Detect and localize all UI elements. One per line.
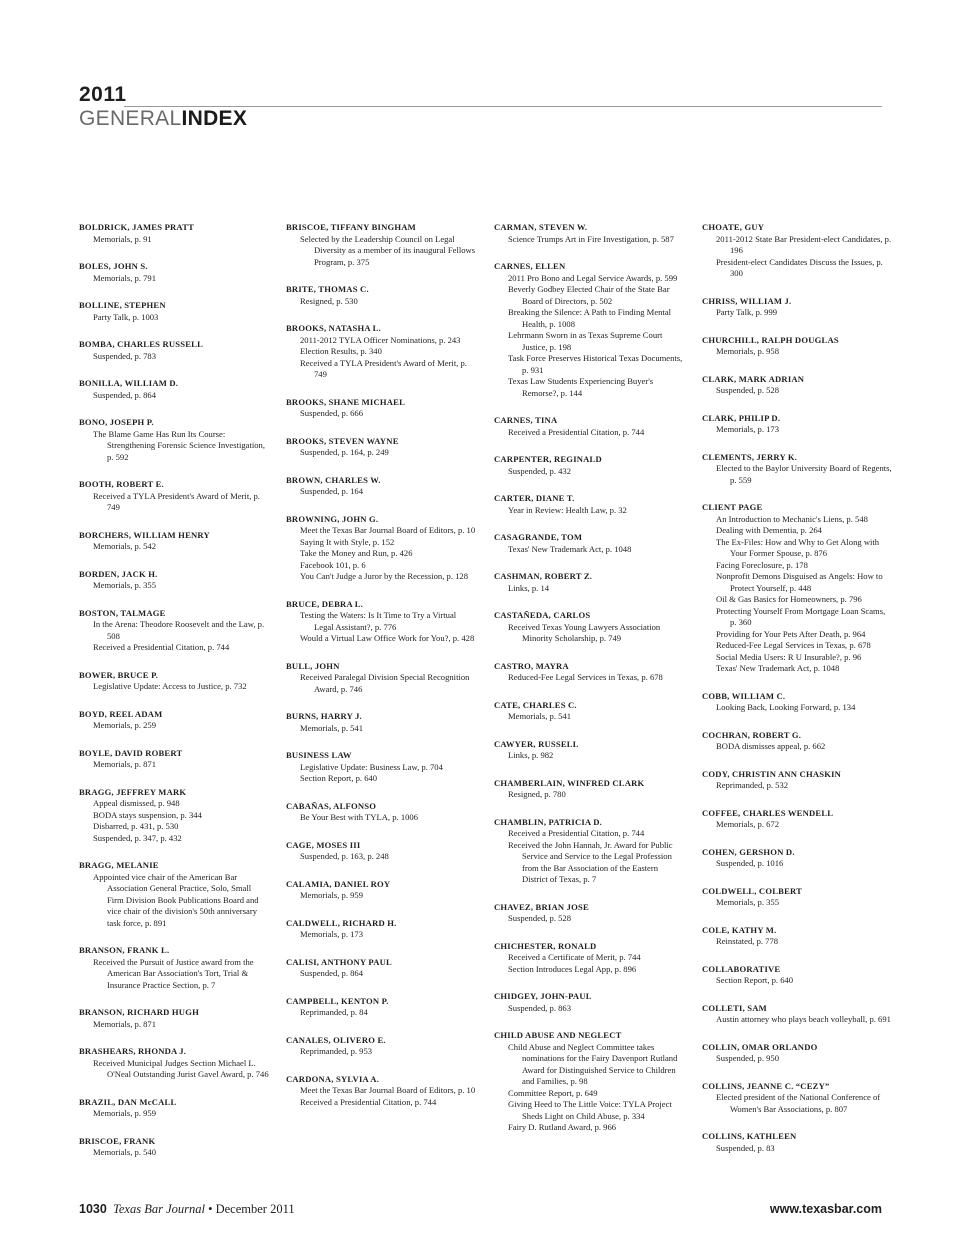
entry-reference: Received Municipal Judges Section Michael L. O'Neal Outstanding Jurist Gavel Award, p. 746 bbox=[93, 1057, 269, 1079]
entry-reference: The Blame Game Has Run Its Course: Strengthening Forensic Science Investigation, p. 592 bbox=[93, 428, 265, 462]
entry-name: CLARK, MARK ADRIAN bbox=[702, 373, 805, 384]
entry-name: BRASHEARS, RHONDA J. bbox=[79, 1046, 187, 1056]
index-entry bbox=[286, 397, 476, 420]
entry-name: BRAGG, JEFFREY MARK bbox=[79, 786, 187, 797]
entry-name: BRAGG, MELANIE bbox=[79, 860, 159, 870]
index-entry bbox=[79, 1136, 269, 1159]
entry-name: COCHRAN, ROBERT G. bbox=[702, 729, 802, 740]
index-entry bbox=[494, 778, 684, 801]
entry-reference: Reinstated, p. 778 bbox=[716, 936, 779, 946]
entry-reference: Section Report, p. 640 bbox=[716, 975, 794, 985]
entry-name: BOMBA, CHARLES RUSSELL bbox=[79, 339, 204, 349]
entry-name: CHRISS, WILLIAM J. bbox=[702, 295, 792, 306]
entry-reference: Memorials, p. 173 bbox=[716, 424, 780, 434]
index-entry bbox=[702, 222, 892, 280]
entry-name: BROOKS, SHANE MICHAEL bbox=[286, 396, 406, 407]
entry-reference: Reduced-Fee Legal Services in Texas, p. 678 bbox=[508, 672, 663, 682]
entry-reference: Memorials, p. 355 bbox=[716, 897, 780, 907]
entry-name: CHURCHILL, RALPH DOUGLAS bbox=[702, 334, 839, 345]
entry-reference: Suspended, p. 666 bbox=[300, 408, 364, 418]
index-entry bbox=[79, 670, 269, 693]
entry-name: COLDWELL, COLBERT bbox=[702, 885, 803, 896]
entry-reference: Legislative Update: Business Law, p. 704 bbox=[300, 761, 443, 772]
website-link[interactable]: www.texasbar.com bbox=[769, 1202, 882, 1216]
entry-reference: Memorials, p. 871 bbox=[93, 1018, 157, 1029]
index-entry bbox=[494, 700, 684, 723]
entry-reference: Memorials, p. 672 bbox=[716, 819, 780, 829]
entry-reference: Lehrmann Sworn in as Texas Supreme Court Justice, p. 198 bbox=[508, 330, 663, 352]
entry-reference: Election Results, p. 340 bbox=[300, 346, 382, 356]
index-column-1 bbox=[79, 222, 269, 1175]
index-entry bbox=[702, 769, 892, 792]
index-entry bbox=[286, 879, 476, 902]
index-entry bbox=[286, 599, 476, 645]
issue-date: December 2011 bbox=[215, 1202, 295, 1216]
entry-reference: Memorials, p. 871 bbox=[93, 759, 157, 769]
title-index: INDEX bbox=[181, 107, 248, 130]
entry-reference: Providing for Your Pets After Death, p. 964 bbox=[716, 628, 866, 639]
entry-name: BRANSON, FRANK L. bbox=[79, 945, 170, 955]
entry-name: BOLDRICK, JAMES PRATT bbox=[79, 222, 195, 232]
journal-name: Texas Bar Journal bbox=[113, 1202, 205, 1216]
entry-reference: Suspended, p. 1016 bbox=[716, 858, 784, 868]
entry-reference: Memorials, p. 542 bbox=[93, 541, 157, 551]
entry-reference: Received a TYLA President's Award of Merit, p. 749 bbox=[300, 357, 467, 379]
index-entry bbox=[286, 801, 476, 824]
index-entry bbox=[79, 748, 269, 771]
entry-name: COLLETI, SAM bbox=[702, 1002, 767, 1013]
index-entry bbox=[79, 530, 269, 553]
index-entry bbox=[494, 1030, 684, 1134]
entry-name: CHOATE, GUY bbox=[702, 222, 765, 232]
index-entry bbox=[286, 323, 476, 381]
entry-name: BRISCOE, TIFFANY BINGHAM bbox=[286, 222, 416, 232]
index-column-2 bbox=[286, 222, 476, 1124]
header-year: 2011 bbox=[79, 83, 127, 106]
entry-reference: Memorials, p. 959 bbox=[93, 1108, 157, 1118]
entry-reference: Received a Presidential Citation, p. 744 bbox=[93, 642, 230, 652]
entry-name: BURNS, HARRY J. bbox=[286, 711, 362, 721]
entry-reference: Reprimanded, p. 84 bbox=[300, 1007, 368, 1017]
index-entry bbox=[494, 991, 684, 1014]
entry-reference: Facebook 101, p. 6 bbox=[300, 559, 366, 570]
index-entry bbox=[286, 222, 476, 268]
entry-reference: Beverly Godbey Elected Chair of the State Bar Board of Directors, p. 502 bbox=[508, 284, 670, 306]
entry-name: CHAMBLIN, PATRICIA D. bbox=[494, 816, 602, 827]
entry-reference: Received a Presidential Citation, p. 744 bbox=[300, 1096, 437, 1107]
entry-reference: Suspended, p. 528 bbox=[716, 385, 780, 395]
entry-reference: Party Talk, p. 999 bbox=[716, 307, 778, 317]
entry-reference: Testing the Waters: Is It Time to Try a Virtual Legal Assistant?, p. 776 bbox=[300, 610, 457, 632]
entry-reference: Memorials, p. 541 bbox=[508, 711, 572, 721]
entry-reference: Memorials, p. 540 bbox=[93, 1147, 157, 1157]
entry-name: BRISCOE, FRANK bbox=[79, 1135, 156, 1146]
index-column-4 bbox=[702, 222, 892, 1170]
entry-name: CARNES, TINA bbox=[494, 415, 558, 425]
entry-name: BONILLA, WILLIAM D. bbox=[79, 378, 179, 388]
entry-name: CARNES, ELLEN bbox=[494, 261, 566, 271]
entry-reference: Would a Virtual Law Office Work for You?, p. 428 bbox=[300, 633, 475, 643]
entry-reference: Meet the Texas Bar Journal Board of Editors, p. 10 bbox=[300, 1085, 476, 1095]
entry-reference: Legislative Update: Access to Justice, p. 732 bbox=[93, 681, 247, 691]
entry-name: CABAÑAS, ALFONSO bbox=[286, 800, 377, 811]
index-entry bbox=[286, 711, 476, 734]
entry-reference: Party Talk, p. 1003 bbox=[93, 311, 159, 322]
entry-reference: Suspended, p. 164, p. 249 bbox=[300, 447, 389, 457]
entry-reference: President-elect Candidates Discuss the Issues, p. 300 bbox=[716, 256, 883, 278]
entry-reference: Giving Heed to The Little Voice: TYLA Project Sheds Light on Child Abuse, p. 334 bbox=[508, 1099, 672, 1121]
entry-reference: Meet the Texas Bar Journal Board of Editors, p. 10 bbox=[300, 525, 476, 535]
entry-name: BOYD, REEL ADAM bbox=[79, 708, 163, 719]
entry-name: COLE, KATHY M. bbox=[702, 924, 777, 935]
entry-reference: Received Paralegal Division Special Recognition Award, p. 746 bbox=[300, 672, 470, 694]
entry-reference: Suspended, p. 950 bbox=[716, 1053, 780, 1063]
index-entry bbox=[286, 750, 476, 785]
index-entry bbox=[494, 261, 684, 399]
entry-reference: Memorials, p. 958 bbox=[716, 346, 780, 356]
entry-name: BRAZIL, DAN McCALL bbox=[79, 1096, 177, 1107]
entry-reference: Links, p. 982 bbox=[508, 750, 554, 760]
entry-name: CHAVEZ, BRIAN JOSE bbox=[494, 901, 589, 912]
entry-reference: Memorials, p. 91 bbox=[93, 233, 152, 244]
index-entry bbox=[79, 339, 269, 362]
index-entry bbox=[286, 661, 476, 696]
entry-name: CLIENT PAGE bbox=[702, 502, 763, 512]
index-entry bbox=[702, 925, 892, 948]
entry-reference: Memorials, p. 259 bbox=[93, 720, 157, 730]
entry-name: COBB, WILLIAM C. bbox=[702, 690, 786, 701]
entry-reference: Looking Back, Looking Forward, p. 134 bbox=[716, 702, 856, 712]
entry-reference: Task Force Preserves Historical Texas Documents, p. 931 bbox=[508, 353, 683, 375]
entry-name: BORDEN, JACK H. bbox=[79, 568, 158, 579]
entry-reference: Reprimanded, p. 953 bbox=[300, 1046, 373, 1056]
entry-reference: Received a TYLA President's Award of Merit, p. 749 bbox=[93, 490, 260, 512]
entry-reference: BODA dismisses appeal, p. 662 bbox=[716, 741, 826, 751]
entry-name: CAMPBELL, KENTON P. bbox=[286, 995, 389, 1006]
index-column-3 bbox=[494, 222, 684, 1150]
entry-reference: Received the John Hannah, Jr. Award for Public Service and Service to the Legal Profession from the Bar Association of the Eastern District of Texas, p. 7 bbox=[508, 839, 673, 884]
entry-name: BOWER, BRUCE P. bbox=[79, 669, 159, 680]
entry-reference: Received a Presidential Citation, p. 744 bbox=[508, 426, 645, 437]
entry-name: BROOKS, NATASHA L. bbox=[286, 323, 381, 333]
entry-reference: Reduced-Fee Legal Services in Texas, p. 678 bbox=[716, 640, 871, 650]
entry-reference: Suspended, p. 864 bbox=[300, 968, 364, 978]
index-entry bbox=[494, 493, 684, 516]
entry-reference: Suspended, p. 863 bbox=[508, 1002, 572, 1013]
entry-reference: Elected president of the National Conference of Women's Bar Associations, p. 807 bbox=[716, 1092, 881, 1114]
entry-reference: Memorials, p. 959 bbox=[300, 890, 364, 900]
entry-reference: Elected to the Baylor University Board of Regents, p. 559 bbox=[716, 463, 892, 485]
entry-reference: Suspended, p. 528 bbox=[508, 913, 572, 923]
entry-name: COHEN, GERSHON D. bbox=[702, 846, 795, 857]
entry-reference: Fairy D. Rutland Award, p. 966 bbox=[508, 1122, 617, 1132]
index-entry bbox=[286, 918, 476, 941]
entry-reference: Received Texas Young Lawyers Association Minority Scholarship, p. 749 bbox=[508, 621, 661, 643]
index-entry bbox=[286, 284, 476, 307]
entry-name: BOYLE, DAVID ROBERT bbox=[79, 747, 183, 758]
index-entry bbox=[702, 502, 892, 675]
index-entry bbox=[702, 374, 892, 397]
header-rule bbox=[124, 106, 882, 107]
entry-name: CATE, CHARLES C. bbox=[494, 699, 577, 710]
entry-reference: Committee Report, p. 649 bbox=[508, 1087, 598, 1098]
entry-reference: Take the Money and Run, p. 426 bbox=[300, 548, 413, 558]
index-entry bbox=[79, 569, 269, 592]
entry-reference: 2011 Pro Bono and Legal Service Awards, p. 599 bbox=[508, 272, 678, 283]
entry-name: CASHMAN, ROBERT Z. bbox=[494, 571, 593, 581]
entry-reference: Resigned, p. 780 bbox=[508, 789, 566, 799]
index-entry bbox=[702, 296, 892, 319]
index-entry bbox=[494, 610, 684, 645]
entry-name: CAWYER, RUSSELL bbox=[494, 738, 579, 749]
entry-reference: The Ex-Files: How and Why to Get Along with Your Former Spouse, p. 876 bbox=[716, 536, 880, 558]
entry-reference: Saying It with Style, p. 152 bbox=[300, 536, 395, 547]
entry-name: CAGE, MOSES III bbox=[286, 839, 361, 850]
entry-reference: Texas' New Trademark Act, p. 1048 bbox=[508, 543, 632, 554]
index-entry bbox=[702, 808, 892, 831]
index-entry bbox=[79, 300, 269, 323]
entry-name: CLEMENTS, JERRY K. bbox=[702, 451, 798, 462]
entry-name: COLLABORATIVE bbox=[702, 963, 781, 974]
index-entry bbox=[494, 739, 684, 762]
entry-reference: Section Introduces Legal App, p. 896 bbox=[508, 963, 637, 974]
index-entry bbox=[494, 902, 684, 925]
entry-name: BRITE, THOMAS C. bbox=[286, 284, 369, 294]
entry-name: CHIDGEY, JOHN-PAUL bbox=[494, 991, 592, 1001]
index-entry bbox=[286, 475, 476, 498]
index-entry bbox=[79, 1046, 269, 1081]
entry-reference: Received the Pursuit of Justice award from the American Bar Association's Tort, Trial & Insurance Practice Section, p. 7 bbox=[93, 956, 254, 990]
index-entry bbox=[79, 709, 269, 732]
entry-name: BROOKS, STEVEN WAYNE bbox=[286, 435, 399, 446]
index-entry bbox=[286, 996, 476, 1019]
page-footer bbox=[79, 1202, 882, 1217]
entry-name: CALDWELL, RICHARD H. bbox=[286, 917, 397, 928]
entry-name: CASAGRANDE, TOM bbox=[494, 532, 583, 542]
index-entry bbox=[494, 454, 684, 477]
index-entry bbox=[79, 787, 269, 845]
entry-name: CARPENTER, REGINALD bbox=[494, 454, 602, 464]
entry-name: BRUCE, DEBRA L. bbox=[286, 598, 364, 609]
entry-name: BORCHERS, WILLIAM HENRY bbox=[79, 529, 210, 540]
index-entry bbox=[79, 860, 269, 929]
entry-name: BUSINESS LAW bbox=[286, 750, 352, 760]
entry-reference: Nonprofit Demons Disguised as Angels: How to Protect Yourself, p. 448 bbox=[716, 571, 883, 593]
index-entry bbox=[702, 413, 892, 436]
index-entry bbox=[79, 608, 269, 654]
entry-reference: Texas Law Students Experiencing Buyer's Remorse?, p. 144 bbox=[508, 376, 654, 398]
index-entry bbox=[79, 1097, 269, 1120]
entry-name: CLARK, PHILIP D. bbox=[702, 412, 781, 423]
entry-reference: You Can't Judge a Juror by the Recession, p. 128 bbox=[300, 571, 469, 581]
footer-separator: • bbox=[208, 1202, 213, 1216]
index-entry bbox=[286, 514, 476, 583]
entry-name: CASTRO, MAYRA bbox=[494, 660, 569, 671]
index-entry bbox=[702, 452, 892, 487]
entry-reference: Dealing with Dementia, p. 264 bbox=[716, 525, 822, 535]
entry-name: BRANSON, RICHARD HUGH bbox=[79, 1007, 199, 1017]
index-entry bbox=[702, 1042, 892, 1065]
index-entry bbox=[494, 817, 684, 886]
index-entry bbox=[286, 840, 476, 863]
entry-reference: Be Your Best with TYLA, p. 1006 bbox=[300, 812, 419, 822]
index-header bbox=[79, 84, 882, 131]
entry-reference: Memorials, p. 541 bbox=[300, 722, 364, 733]
index-entry bbox=[702, 1081, 892, 1116]
entry-reference: Reprimanded, p. 532 bbox=[716, 780, 789, 790]
entry-reference: Section Report, p. 640 bbox=[300, 773, 378, 783]
index-entry bbox=[79, 417, 269, 463]
index-entry bbox=[494, 571, 684, 594]
entry-reference: In the Arena: Theodore Roosevelt and the Law, p. 508 bbox=[93, 619, 265, 641]
entry-reference: Memorials, p. 355 bbox=[93, 580, 157, 590]
entry-reference: Resigned, p. 530 bbox=[300, 295, 358, 306]
entry-reference: Suspended, p. 432 bbox=[508, 465, 572, 476]
entry-name: CARTER, DIANE T. bbox=[494, 493, 575, 503]
entry-name: COLLINS, JEANNE C. “CEZY” bbox=[702, 1080, 830, 1091]
entry-reference: Disbarred, p. 431, p. 530 bbox=[93, 821, 179, 831]
entry-name: CARMAN, STEVEN W. bbox=[494, 222, 588, 232]
entry-name: COLLIN, OMAR ORLANDO bbox=[702, 1041, 818, 1052]
index-entry bbox=[494, 222, 684, 245]
entry-reference: Facing Foreclosure, p. 178 bbox=[716, 559, 808, 570]
index-entry bbox=[79, 261, 269, 284]
entry-reference: Links, p. 14 bbox=[508, 582, 550, 593]
entry-name: CHILD ABUSE AND NEGLECT bbox=[494, 1030, 622, 1040]
entry-name: BROWNING, JOHN G. bbox=[286, 513, 379, 524]
entry-reference: Protecting Yourself From Mortgage Loan Scams, p. 360 bbox=[716, 605, 886, 627]
entry-reference: Suspended, p. 83 bbox=[716, 1142, 775, 1153]
entry-reference: Memorials, p. 791 bbox=[93, 272, 157, 283]
entry-reference: Science Trumps Art in Fire Investigation, p. 587 bbox=[508, 233, 674, 244]
entry-reference: Appeal dismissed, p. 948 bbox=[93, 798, 180, 808]
entry-reference: Year in Review: Health Law, p. 32 bbox=[508, 504, 627, 515]
entry-reference: Suspended, p. 163, p. 248 bbox=[300, 851, 389, 861]
index-entry bbox=[702, 964, 892, 987]
entry-reference: Suspended, p. 783 bbox=[93, 350, 157, 361]
entry-reference: 2011-2012 State Bar President-elect Candidates, p. 196 bbox=[716, 233, 892, 255]
title-general: GENERAL bbox=[79, 107, 182, 130]
index-entry bbox=[702, 886, 892, 909]
entry-reference: Received a Certificate of Merit, p. 744 bbox=[508, 952, 641, 962]
entry-reference: 2011-2012 TYLA Officer Nominations, p. 243 bbox=[300, 334, 461, 345]
index-entry bbox=[494, 532, 684, 555]
entry-reference: Child Abuse and Neglect Committee takes nominations for the Fairy Davenport Rutland Award for Distinguished Service to Children and Families, p. 98 bbox=[508, 1041, 678, 1086]
index-entry bbox=[494, 661, 684, 684]
entry-reference: Social Media Users: R U Insurable?, p. 96 bbox=[716, 651, 862, 662]
index-entry bbox=[286, 957, 476, 980]
index-title bbox=[79, 107, 882, 131]
index-entry bbox=[286, 436, 476, 459]
entry-name: CASTAÑEDA, CARLOS bbox=[494, 610, 591, 620]
entry-name: BROWN, CHARLES W. bbox=[286, 474, 381, 485]
entry-reference: An Introduction to Mechanic's Liens, p. 548 bbox=[716, 513, 868, 524]
entry-name: BONO, JOSEPH P. bbox=[79, 417, 154, 427]
entry-name: BULL, JOHN bbox=[286, 660, 340, 671]
index-entry bbox=[702, 1131, 892, 1154]
entry-name: CARDONA, SYLVIA A. bbox=[286, 1073, 380, 1084]
index-entry bbox=[494, 415, 684, 438]
index-entry bbox=[702, 335, 892, 358]
entry-name: BOSTON, TALMAGE bbox=[79, 607, 166, 618]
entry-name: CODY, CHRISTIN ANN CHASKIN bbox=[702, 768, 842, 779]
entry-reference: Austin attorney who plays beach volleyball, p. 691 bbox=[716, 1014, 891, 1024]
entry-reference: Selected by the Leadership Council on Legal Diversity as a member of its inaugural Fellows Program, p. 375 bbox=[300, 233, 476, 267]
index-entry bbox=[494, 941, 684, 976]
index-entry bbox=[79, 945, 269, 991]
entry-name: BOLLINE, STEPHEN bbox=[79, 300, 166, 310]
entry-reference: Suspended, p. 164 bbox=[300, 486, 364, 496]
entry-name: CHICHESTER, RONALD bbox=[494, 940, 597, 951]
index-entry bbox=[79, 222, 269, 245]
entry-reference: Appointed vice chair of the American Bar Association General Practice, Solo, Small Firm Division Book Publications Board and vice chair of the division's 50th anniversary task force, p. 891 bbox=[93, 871, 259, 928]
entry-reference: Suspended, p. 347, p. 432 bbox=[93, 832, 182, 843]
entry-name: BOOTH, ROBERT E. bbox=[79, 479, 164, 489]
entry-reference: Received a Presidential Citation, p. 744 bbox=[508, 828, 645, 838]
index-entry bbox=[79, 378, 269, 401]
entry-name: COLLINS, KATHLEEN bbox=[702, 1131, 797, 1141]
entry-name: CHAMBERLAIN, WINFRED CLARK bbox=[494, 777, 645, 788]
entry-name: CALAMIA, DANIEL ROY bbox=[286, 878, 391, 889]
index-entry bbox=[286, 1074, 476, 1109]
entry-reference: BODA stays suspension, p. 344 bbox=[93, 809, 202, 820]
index-entry bbox=[702, 1003, 892, 1026]
index-entry bbox=[79, 479, 269, 514]
entry-name: COFFEE, CHARLES WENDELL bbox=[702, 807, 834, 818]
index-entry bbox=[702, 730, 892, 753]
entry-name: BOLES, JOHN S. bbox=[79, 261, 148, 271]
index-entry bbox=[79, 1007, 269, 1030]
entry-name: CALISI, ANTHONY PAUL bbox=[286, 956, 392, 967]
entry-reference: Oil & Gas Basics for Homeowners, p. 796 bbox=[716, 594, 862, 604]
index-entry bbox=[702, 847, 892, 870]
entry-name: CANALES, OLIVERO E. bbox=[286, 1034, 386, 1045]
entry-reference: Breaking the Silence: A Path to Finding Mental Health, p. 1008 bbox=[508, 307, 672, 329]
entry-reference: Suspended, p. 864 bbox=[93, 389, 157, 400]
page-number: 1030 bbox=[79, 1202, 107, 1216]
entry-reference: Memorials, p. 173 bbox=[300, 929, 364, 939]
entry-reference: Texas' New Trademark Act, p. 1048 bbox=[716, 663, 840, 673]
index-entry bbox=[286, 1035, 476, 1058]
index-entry bbox=[702, 691, 892, 714]
